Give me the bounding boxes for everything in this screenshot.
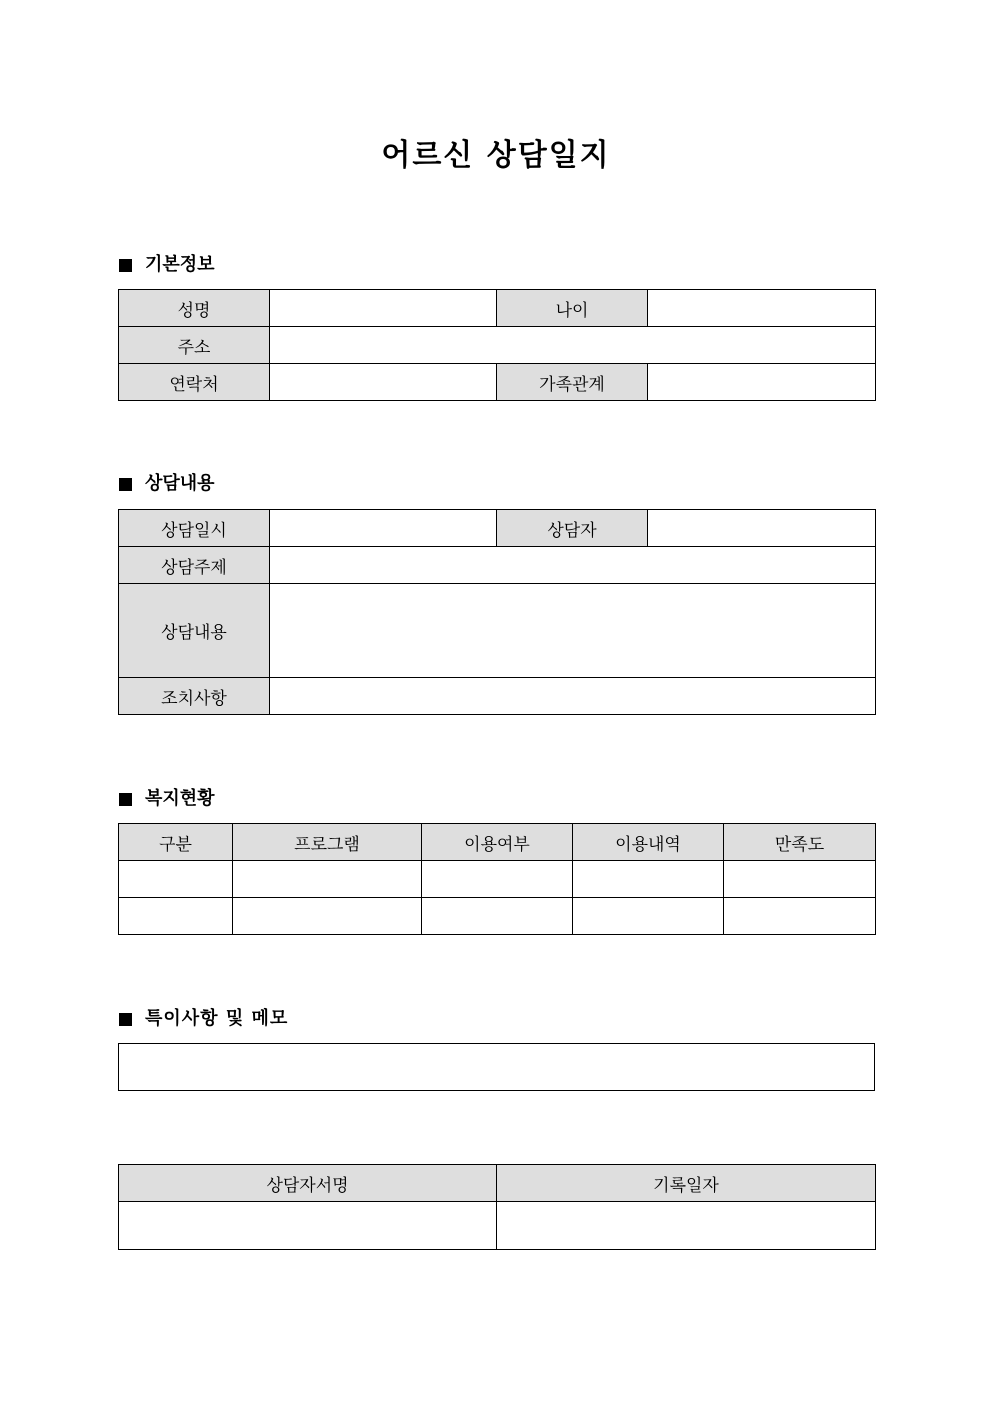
record-date-label: 기록일자 <box>497 1165 876 1202</box>
column-header: 이용내역 <box>573 824 724 861</box>
signer-field[interactable] <box>119 1202 497 1250</box>
topic-field[interactable] <box>270 547 876 584</box>
table-row <box>119 327 876 364</box>
address-label: 주소 <box>119 327 270 364</box>
section-heading-basic-info <box>119 253 215 277</box>
table-cell[interactable] <box>573 898 724 935</box>
section-title: 기본정보 <box>145 254 215 275</box>
section-heading-counseling <box>119 472 215 496</box>
table-cell[interactable] <box>119 898 233 935</box>
address-field[interactable] <box>270 327 876 364</box>
signer-label: 상담자서명 <box>119 1165 497 1202</box>
table-row <box>119 678 876 715</box>
table-header-row <box>119 1165 876 1202</box>
action-field[interactable] <box>270 678 876 715</box>
page-title: 어르신 상담일지 <box>381 138 611 173</box>
table-row <box>119 547 876 584</box>
table-cell[interactable] <box>119 861 233 898</box>
column-header: 이용여부 <box>422 824 573 861</box>
table-cell[interactable] <box>724 861 876 898</box>
square-bullet-icon <box>119 1013 132 1026</box>
table-row <box>119 1202 876 1250</box>
content-field[interactable] <box>270 584 876 678</box>
table-row <box>119 510 876 547</box>
action-label: 조치사항 <box>119 678 270 715</box>
age-field[interactable] <box>648 290 876 327</box>
section-title: 특이사항 및 메모 <box>145 1008 289 1029</box>
square-bullet-icon <box>119 793 132 806</box>
square-bullet-icon <box>119 478 132 491</box>
counseling-table <box>118 509 876 715</box>
section-title: 복지현황 <box>145 788 215 809</box>
column-header: 구분 <box>119 824 233 861</box>
contact-label: 연락처 <box>119 364 270 401</box>
age-label: 나이 <box>497 290 648 327</box>
counselor-field[interactable] <box>648 510 876 547</box>
table-cell[interactable] <box>573 861 724 898</box>
topic-label: 상담주제 <box>119 547 270 584</box>
notes-table <box>118 1043 875 1091</box>
column-header: 만족도 <box>724 824 876 861</box>
family-field[interactable] <box>648 364 876 401</box>
notes-field[interactable] <box>119 1044 875 1091</box>
table-cell[interactable] <box>233 898 422 935</box>
table-header-row <box>119 824 876 861</box>
contact-field[interactable] <box>270 364 497 401</box>
record-date-field[interactable] <box>497 1202 876 1250</box>
section-title: 상담내용 <box>145 473 215 494</box>
basic-info-table <box>118 289 876 401</box>
table-cell[interactable] <box>724 898 876 935</box>
counselor-label: 상담자 <box>497 510 648 547</box>
column-header: 프로그램 <box>233 824 422 861</box>
table-cell[interactable] <box>422 861 573 898</box>
table-row <box>119 290 876 327</box>
table-row <box>119 1044 875 1091</box>
name-field[interactable] <box>270 290 497 327</box>
section-heading-notes <box>119 1007 288 1031</box>
family-label: 가족관계 <box>497 364 648 401</box>
date-field[interactable] <box>270 510 497 547</box>
table-row <box>119 584 876 678</box>
table-cell[interactable] <box>422 898 573 935</box>
signature-table <box>118 1164 876 1250</box>
table-row <box>119 898 876 935</box>
table-row <box>119 364 876 401</box>
table-row <box>119 861 876 898</box>
square-bullet-icon <box>119 259 132 272</box>
table-cell[interactable] <box>233 861 422 898</box>
welfare-table <box>118 823 876 935</box>
section-heading-welfare <box>119 787 215 811</box>
content-label: 상담내용 <box>119 584 270 678</box>
name-label: 성명 <box>119 290 270 327</box>
date-label: 상담일시 <box>119 510 270 547</box>
